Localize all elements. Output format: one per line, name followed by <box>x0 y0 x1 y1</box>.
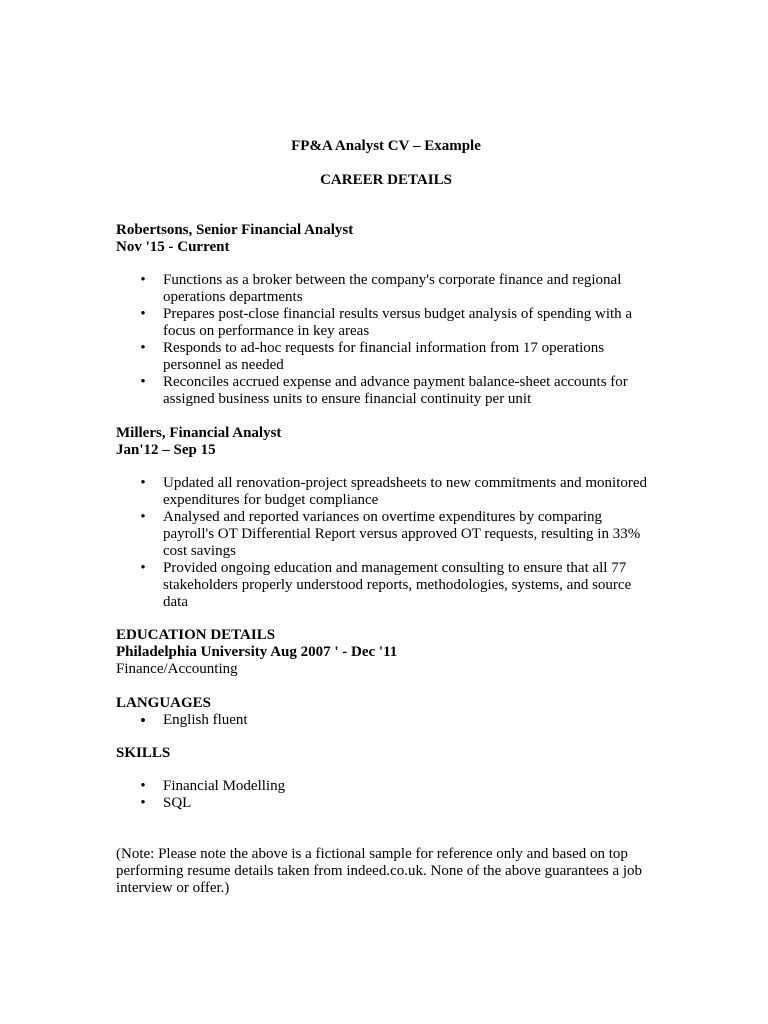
job-employer: Robertsons, Senior Financial Analyst <box>116 222 354 238</box>
list-item: • Functions as a broker between the company's corporate finance and regional operations departments <box>116 272 656 306</box>
list-item: • Provided ongoing education and management consulting to ensure that all 77 stakeholders properly understood reports, methodologies, systems, and source data <box>116 560 656 611</box>
bullet-icon: • <box>140 509 146 525</box>
job-bullets <box>116 475 656 611</box>
bullet-icon: • <box>140 795 146 811</box>
languages-list <box>116 712 656 729</box>
career-details-heading: CAREER DETAILS <box>320 172 452 188</box>
job-dates: Jan'12 – Sep 15 <box>116 442 216 458</box>
job-employer: Millers, Financial Analyst <box>116 425 282 441</box>
list-item: • Updated all renovation-project spreadsheets to new commitments and monitored expenditures for budget compliance <box>116 475 656 509</box>
education-institution: Philadelphia University Aug 2007 ' - Dec '11 <box>116 644 398 660</box>
list-item: • English fluent <box>116 712 656 729</box>
bullet-icon: • <box>140 560 146 576</box>
skills-heading: SKILLS <box>116 745 171 761</box>
education-field: Finance/Accounting <box>116 661 238 677</box>
education-section <box>116 627 656 678</box>
list-item: • Reconciles accrued expense and advance payment balance-sheet accounts for assigned business units to ensure financial continuity per unit <box>116 374 656 408</box>
education-heading: EDUCATION DETAILS <box>116 627 276 643</box>
list-item: • SQL <box>116 795 656 812</box>
list-item: • Prepares post-close financial results versus budget analysis of spending with a focus on performance in key areas <box>116 306 656 340</box>
document-title: FP&A Analyst CV – Example <box>291 138 481 154</box>
list-item: • Responds to ad-hoc requests for financial information from 17 operations personnel as needed <box>116 340 656 374</box>
bullet-icon: • <box>140 306 146 322</box>
bullet-icon: • <box>140 272 146 288</box>
list-item: • Analysed and reported variances on overtime expenditures by comparing payroll's OT Differential Report versus approved OT requests, resulting in 33% cost savings <box>116 509 656 560</box>
skills-section <box>116 745 656 812</box>
bullet-icon: • <box>140 778 146 794</box>
languages-heading: LANGUAGES <box>116 695 212 711</box>
bullet-icon: • <box>140 711 146 730</box>
skills-list <box>116 778 656 812</box>
list-item: • Financial Modelling <box>116 778 656 795</box>
languages-section <box>116 695 656 729</box>
bullet-icon: • <box>140 475 146 491</box>
job-entry-millers <box>116 425 656 611</box>
disclaimer-note: (Note: Please note the above is a fictional sample for reference only and based on top performing resume details taken from indeed.co.uk. None of the above guarantees a job interview or offer.) <box>116 846 643 896</box>
bullet-icon: • <box>140 374 146 390</box>
job-dates: Nov '15 - Current <box>116 239 230 255</box>
job-bullets <box>116 272 656 408</box>
resume-document <box>116 138 656 897</box>
bullet-icon: • <box>140 340 146 356</box>
job-entry-robertsons <box>116 222 656 408</box>
